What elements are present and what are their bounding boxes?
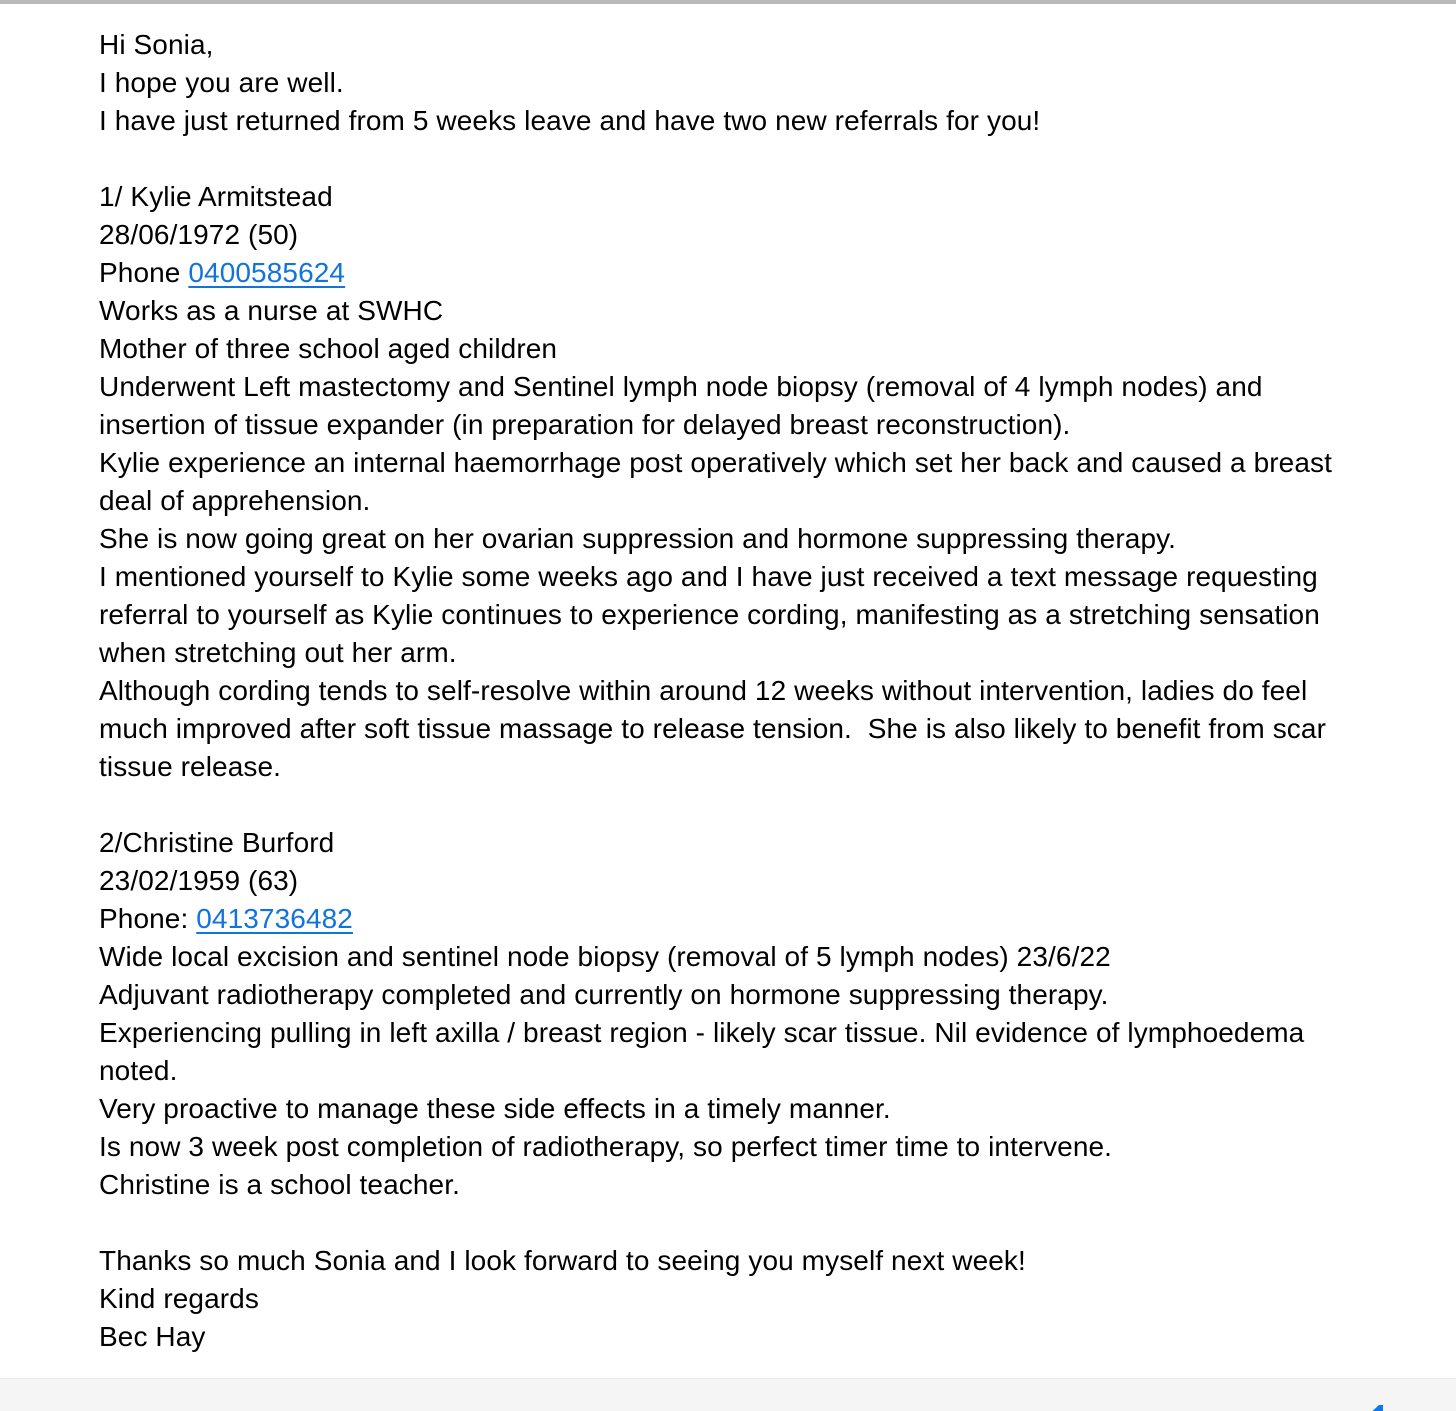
- body-text: Phone:: [99, 903, 197, 934]
- bottom-toolbar: [0, 1378, 1456, 1411]
- body-line: [99, 482, 1416, 520]
- body-text: Although cording tends to self-resolve within around 12 weeks without intervention, ladies do feel: [99, 675, 1308, 706]
- body-text: Hi Sonia,: [99, 29, 214, 60]
- body-text: Experiencing pulling in left axilla / breast region - likely scar tissue. Nil evidence of lymphoedema: [99, 1017, 1305, 1048]
- body-text: Mother of three school aged children: [99, 333, 558, 364]
- body-line: [99, 444, 1416, 482]
- body-line: [99, 710, 1416, 748]
- body-line: [99, 178, 1416, 216]
- body-text: deal of apprehension.: [99, 485, 371, 516]
- body-line: [99, 1242, 1416, 1280]
- body-text: Works as a nurse at SWHC: [99, 295, 444, 326]
- body-text: Kind regards: [99, 1283, 259, 1314]
- body-line: [99, 976, 1416, 1014]
- body-text: referral to yourself as Kylie continues to experience cording, manifesting as a stretching sensation: [99, 599, 1320, 630]
- body-line: [99, 140, 1416, 178]
- body-line: [99, 1090, 1416, 1128]
- body-text: Thanks so much Sonia and I look forward to seeing you myself next week!: [99, 1245, 1026, 1276]
- phone-link[interactable]: 0400585624: [188, 257, 346, 288]
- body-line: [99, 786, 1416, 824]
- body-line: [99, 938, 1416, 976]
- body-text: Kylie experience an internal haemorrhage post operatively which set her back and caused a breast: [99, 447, 1332, 478]
- body-line: [99, 292, 1416, 330]
- body-text: Bec Hay: [99, 1321, 206, 1352]
- body-text: I mentioned yourself to Kylie some weeks ago and I have just received a text message requesting: [99, 561, 1318, 592]
- body-line: [99, 862, 1416, 900]
- body-text: much improved after soft tissue massage to release tension. She is also likely to benefit from scar: [99, 713, 1327, 744]
- body-text: Underwent Left mastectomy and Sentinel lymph node biopsy (removal of 4 lymph nodes) and: [99, 371, 1263, 402]
- body-line: [99, 900, 1416, 938]
- body-text: 28/06/1972 (50): [99, 219, 299, 250]
- body-line: [99, 102, 1416, 140]
- body-line: [99, 1166, 1416, 1204]
- body-text: Adjuvant radiotherapy completed and currently on hormone suppressing therapy.: [99, 979, 1109, 1010]
- body-line: [99, 1052, 1416, 1090]
- body-line: [99, 1204, 1416, 1242]
- body-line: [99, 824, 1416, 862]
- body-line: [99, 748, 1416, 786]
- body-text: Very proactive to manage these side effects in a timely manner.: [99, 1093, 891, 1124]
- body-line: [99, 672, 1416, 710]
- body-text: tissue release.: [99, 751, 282, 782]
- body-text: when stretching out her arm.: [99, 637, 457, 668]
- reply-arrow-icon[interactable]: [1368, 1402, 1388, 1411]
- body-line: [99, 558, 1416, 596]
- body-line: [99, 26, 1416, 64]
- body-line: [99, 368, 1416, 406]
- body-text: I hope you are well.: [99, 67, 344, 98]
- body-text: I have just returned from 5 weeks leave and have two new referrals for you!: [99, 105, 1041, 136]
- body-line: [99, 254, 1416, 292]
- body-text: Christine is a school teacher.: [99, 1169, 460, 1200]
- body-text: 23/02/1959 (63): [99, 865, 299, 896]
- body-text: noted.: [99, 1055, 178, 1086]
- body-line: [99, 330, 1416, 368]
- body-line: [99, 1128, 1416, 1166]
- body-line: [99, 1318, 1416, 1356]
- body-line: [99, 216, 1416, 254]
- body-line: [99, 1280, 1416, 1318]
- body-text: 1/ Kylie Armitstead: [99, 181, 333, 212]
- body-text: She is now going great on her ovarian suppression and hormone suppressing therapy.: [99, 523, 1177, 554]
- body-line: [99, 634, 1416, 672]
- body-text: 2/Christine Burford: [99, 827, 335, 858]
- body-text: Is now 3 week post completion of radiotherapy, so perfect timer time to intervene.: [99, 1131, 1113, 1162]
- body-line: [99, 406, 1416, 444]
- body-text: Phone: [99, 257, 189, 288]
- body-text: Wide local excision and sentinel node biopsy (removal of 5 lymph nodes) 23/6/22: [99, 941, 1111, 972]
- email-body: [0, 4, 1456, 1356]
- body-text: insertion of tissue expander (in preparation for delayed breast reconstruction).: [99, 409, 1071, 440]
- body-line: [99, 520, 1416, 558]
- body-line: [99, 596, 1416, 634]
- body-line: [99, 64, 1416, 102]
- body-line: [99, 1014, 1416, 1052]
- phone-link[interactable]: 0413736482: [196, 903, 353, 934]
